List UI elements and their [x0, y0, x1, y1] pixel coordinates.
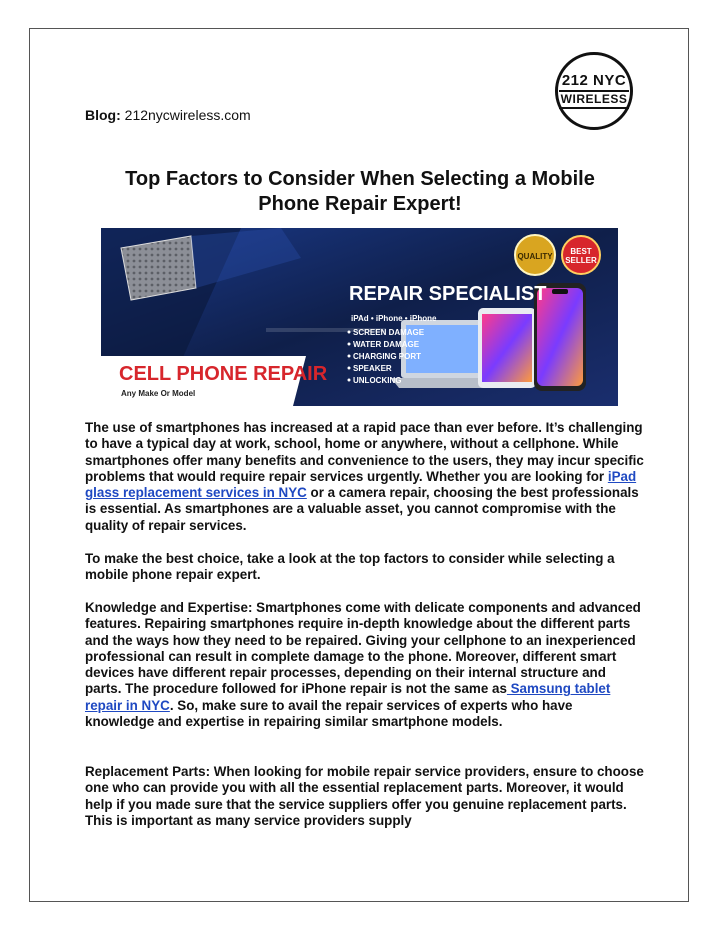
- banner-devices: iPAd • iPhone • iPhone: [351, 314, 437, 323]
- title-line2: Phone Repair Expert!: [258, 193, 462, 215]
- repair-banner-image: [101, 228, 618, 406]
- speaker-mesh-part: [121, 236, 196, 300]
- banner-heading: REPAIR SPECIALIST: [349, 283, 547, 305]
- service-item: SCREEN DAMAGE: [353, 328, 425, 337]
- samsung-tablet-link[interactable]: Samsung tablet repair in NYC: [85, 681, 611, 713]
- replacement-heading: Replacement Parts:: [85, 764, 211, 779]
- cell-repair-sub: Any Make Or Model: [121, 389, 196, 398]
- svg-text:QUALITY: QUALITY: [517, 252, 553, 261]
- cell-repair-title: CELL PHONE REPAIR: [119, 363, 328, 385]
- paragraph-replacement: Replacement Parts: When looking for mobile repair service providers, ensure to choose one who can provide you with all the essential replacement parts. Moreover, it would help if you made sure that the service suppliers offer you genuine replacement parts. This is important as many service providers supply: [85, 764, 644, 828]
- ipad-glass-link[interactable]: iPad glass replacement services in NYC: [85, 468, 637, 501]
- svg-text:BEST: BEST: [570, 247, 592, 256]
- paragraph-knowledge: Knowledge and Expertise: Smartphones come with delicate components and advanced features. Repairing smartphones require in-depth knowledge about the different parts and the ways how they need to be repaired. Giving your cellphone to an inexperienced professional can result in complete damage to the phone. Moreover, different smart devices have different repair processes, depending on their internal structure and parts. The procedure followed for iPhone repair is not the same as Samsung tablet repair in NYC. So, make sure to avail the repair services of experts who have knowledge and expertise in repairing similar smartphone models.: [85, 600, 641, 730]
- title-line1: Top Factors to Consider When Selecting a Mobile: [125, 168, 595, 190]
- paragraph-best-choice: To make the best choice, take a look at the top factors to consider while selecting a mobile phone repair expert.: [85, 551, 615, 583]
- blog-site: 212nycwireless.com: [124, 107, 251, 123]
- banner-graphic: [101, 228, 618, 406]
- service-item: SPEAKER: [353, 364, 392, 373]
- document-page: [29, 28, 689, 902]
- logo-line1: 212 NYC: [561, 72, 627, 89]
- blog-line: [85, 107, 251, 123]
- service-item: UNLOCKING: [353, 376, 402, 385]
- brand-logo: [555, 52, 633, 130]
- page-title: [70, 167, 650, 217]
- blog-label: Blog:: [85, 107, 121, 123]
- svg-text:SELLER: SELLER: [565, 256, 597, 265]
- paragraph-intro: The use of smartphones has increased at a rapid pace than ever before. It’s challenging to have a typical day at work, school, home or anywhere, without a cellphone. While smartphones offer many benefits and convenience to the users, they may incur specific problems that would require repair services urgently. Whether you are looking for iPad glass replacement services in NYC or a camera repair, choosing the best professionals is essential. As smartphones are a valuable asset, you cannot compromise with the quality of repair services.: [85, 420, 644, 533]
- service-item: WATER DAMAGE: [353, 340, 420, 349]
- knowledge-heading: Knowledge and Expertise:: [85, 600, 253, 615]
- logo-line2: WIRELESS: [559, 90, 630, 109]
- service-item: CHARGING PORT: [353, 352, 421, 361]
